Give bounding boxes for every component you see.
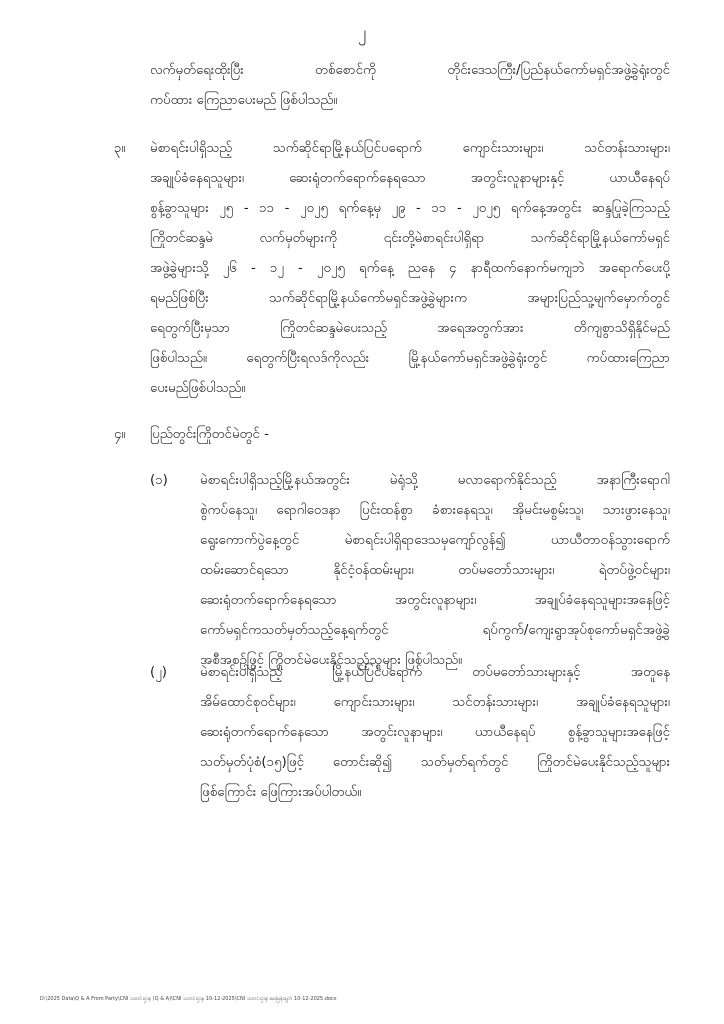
text-line: လက်မှတ်ရေးထိုးပြီး တစ်စောင်ကို တိုင်းဒေသကြီး/ပြည်နယ်ကော်မရှင်အဖွဲ့ခွဲရုံးတွင်	[150, 63, 670, 78]
text-line: ဖြစ်ကြောင်း ဖြေကြားအပ်ပါတယ်။	[200, 785, 362, 800]
text-line: ထမ်းဆောင်ရသော နိုင်ငံ့ဝန်ထမ်းများ၊ တပ်မတော်သားများ၊ ရဲတပ်ဖွဲ့ဝင်များ၊	[200, 563, 670, 578]
text-line: ဆေးရုံတက်ရောက်နေသော အတွင်းလူနာများ၊ ယာယီနေရပ် စွန့်ခွာသူများအနေဖြင့်	[200, 725, 670, 740]
text-line: မဲစာရင်းပါရှိသည့် မြို့နယ်ပြင်ပရောက် တပ်မတော်သားများနှင့် အတူနေ	[200, 665, 670, 680]
item-1-paragraph	[200, 466, 670, 676]
text-line: မဲစာရင်းပါရှိသည့် သက်ဆိုင်ရာမြို့နယ်ပြင်ပရောက် ကျောင်းသားများ၊ သင်တန်းသားများ၊	[150, 141, 670, 156]
text-line: ဆေးရုံတက်ရောက်နေရသော အတွင်းလူနာများ၊ အချုပ်ခံနေရသူများအနေဖြင့်	[200, 593, 670, 608]
text-line: ကြိုတင်ဆန္ဒမဲ လက်မှတ်များကို ၎င်းတို့မဲစာရင်းပါရှိရာ သက်ဆိုင်ရာမြို့နယ်ကော်မရှင်	[150, 231, 670, 246]
text-line: အိမ်ထောင်စုဝင်များ၊ ကျောင်းသားများ၊ သင်တန်းသားများ၊ အချုပ်ခံနေရသူများ၊	[200, 695, 670, 710]
text-line: အချုပ်ခံနေရသူများ၊ ဆေးရုံတက်ရောက်နေရသော အတွင်းလူနာများနှင့် ယာယီနေရပ်	[150, 171, 670, 186]
text-line: ဖြစ်ပါသည်။ ရေတွက်ပြီးရလဒ်ကိုလည်း မြို့နယ်ကော်မရှင်အဖွဲ့ခွဲရုံးတွင် ကပ်ထားကြေညာ	[150, 351, 670, 366]
text-line: သတ်မှတ်ပုံစံ(၁၅)ဖြင့် တောင်းဆို၍ သတ်မှတ်ရက်တွင် ကြိုတင်မဲပေးနိုင်သည့်သူများ	[200, 755, 670, 770]
text-line: အစီအစဉ်ဖြင့် ကြိုတင်မဲပေးနိုင်သည့်သူများ ဖြစ်ပါသည်။	[200, 653, 463, 668]
item-2-paragraph	[200, 658, 670, 808]
item-number: (၁)	[150, 473, 168, 488]
text-line: စွဲကပ်နေသူ၊ ရောဂါဝေဒနာ ပြင်းထန်စွာ ခံစားနေရသူ၊ အိုမင်းမစွမ်းသူ၊ သားဖွားနေသူ၊	[200, 503, 670, 518]
text-line: ကပ်ထား ကြေညာပေးမည် ဖြစ်ပါသည်။	[150, 93, 338, 108]
text-line: မဲစာရင်းပါရှိသည့်မြို့နယ်အတွင်း မဲရုံသို့ မလာရောက်နိုင်သည့် အနာကြီးရောဂါ	[200, 473, 670, 488]
text-line: ပေးမည်ဖြစ်ပါသည်။	[150, 381, 246, 396]
page-number: ၂	[357, 23, 367, 43]
section-3-paragraph	[150, 134, 670, 404]
text-line: ရေတွက်ပြီးမှသာ ကြိုတင်ဆန္ဒမဲပေးသည့် အရေအတွက်အား တိကျစွာသိရှိနိုင်မည်	[150, 321, 670, 336]
section-number: ၄။	[114, 427, 126, 442]
text-line: ရမည်ဖြစ်ပြီး သက်ဆိုင်ရာမြို့နယ်ကော်မရှင်အဖွဲ့ခွဲများက အများပြည်သူ့မျက်မှောက်တွင်	[150, 291, 670, 306]
file-path-footer: D:\2025 Data\Q & A From Party\CNI သတင်းဌာန (Q & A)\CNI သတင်းဌာန 10-12-2025\CNI သတင်းဌာန မေးမြန်းချက် 10-12-2025.docx	[40, 996, 337, 1002]
text-line: စွန့်ခွာသူများ ၂၅ - ၁၁ - ၂၀၂၅ ရက်နေ့မှ ၂၉ - ၁၁ - ၂၀၂၅ ရက်နေ့အတွင်း ဆန္ဒပြုခဲ့ကြသည့်	[150, 201, 670, 216]
section-4-heading: ပြည်တွင်းကြိုတင်မဲတွင် -	[150, 427, 269, 442]
intro-paragraph	[150, 56, 670, 116]
section-number: ၃။	[114, 141, 126, 156]
text-line: အဖွဲ့ခွဲများသို့ ၂၆ - ၁၂ - ၂၀၂၅ ရက်နေ့ ညနေ ၄ နာရီထက်နောက်မကျဘဲ အရောက်ပေးပို့	[150, 261, 670, 276]
text-line: ရွေးကောက်ပွဲနေ့တွင် မဲစာရင်းပါရှိရာဒေသမှကျော်လွန်၍ ယာယီတာဝန်သွားရောက်	[200, 533, 670, 548]
item-number: (၂)	[150, 665, 167, 680]
text-line: ကော်မရှင်ကသတ်မှတ်သည့်နေ့ရက်တွင် ရပ်ကွက်/ကျေးရွာအုပ်စုကော်မရှင်အဖွဲ့ခွဲ	[200, 623, 670, 638]
